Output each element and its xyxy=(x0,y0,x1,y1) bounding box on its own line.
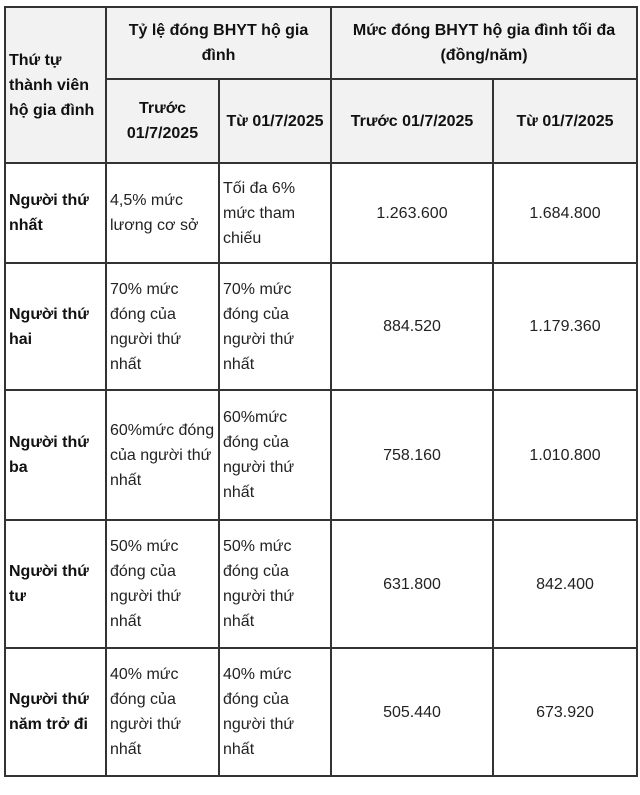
bhyt-contribution-table xyxy=(4,6,638,777)
max-from-cell: 1.684.800 xyxy=(493,163,637,263)
member-cell: Người thứ năm trở đi xyxy=(5,648,106,776)
rate-from-cell: 40% mức đóng của người thứ nhất xyxy=(219,648,331,776)
table-row xyxy=(5,390,637,520)
max-before-cell: 1.263.600 xyxy=(331,163,493,263)
rate-before-cell: 40% mức đóng của người thứ nhất xyxy=(106,648,219,776)
member-cell: Người thứ hai xyxy=(5,263,106,390)
header-member: Thứ tự thành viên hộ gia đình xyxy=(5,7,106,163)
rate-from-cell: 60%mức đóng của người thứ nhất xyxy=(219,390,331,520)
table-row xyxy=(5,520,637,648)
rate-before-cell: 4,5% mức lương cơ sở xyxy=(106,163,219,263)
max-before-cell: 631.800 xyxy=(331,520,493,648)
table-row xyxy=(5,163,637,263)
header-max-from: Từ 01/7/2025 xyxy=(493,79,637,163)
rate-before-cell: 50% mức đóng của người thứ nhất xyxy=(106,520,219,648)
header-rate: Tỷ lệ đóng BHYT hộ gia đình xyxy=(106,7,331,79)
member-cell: Người thứ tư xyxy=(5,520,106,648)
header-rate-before: Trước 01/7/2025 xyxy=(106,79,219,163)
header-rate-from: Từ 01/7/2025 xyxy=(219,79,331,163)
max-from-cell: 1.010.800 xyxy=(493,390,637,520)
table-row xyxy=(5,263,637,390)
rate-before-cell: 60%mức đóng của người thứ nhất xyxy=(106,390,219,520)
max-before-cell: 505.440 xyxy=(331,648,493,776)
max-from-cell: 673.920 xyxy=(493,648,637,776)
rate-before-cell: 70% mức đóng của người thứ nhất xyxy=(106,263,219,390)
member-cell: Người thứ ba xyxy=(5,390,106,520)
member-cell: Người thứ nhất xyxy=(5,163,106,263)
max-before-cell: 758.160 xyxy=(331,390,493,520)
rate-from-cell: 70% mức đóng của người thứ nhất xyxy=(219,263,331,390)
rate-from-cell: 50% mức đóng của người thứ nhất xyxy=(219,520,331,648)
table-row xyxy=(5,648,637,776)
max-from-cell: 842.400 xyxy=(493,520,637,648)
max-before-cell: 884.520 xyxy=(331,263,493,390)
header-max: Mức đóng BHYT hộ gia đình tối đa (đồng/năm) xyxy=(331,7,637,79)
header-row-top xyxy=(5,7,637,79)
max-from-cell: 1.179.360 xyxy=(493,263,637,390)
header-max-before: Trước 01/7/2025 xyxy=(331,79,493,163)
rate-from-cell: Tối đa 6% mức tham chiếu xyxy=(219,163,331,263)
